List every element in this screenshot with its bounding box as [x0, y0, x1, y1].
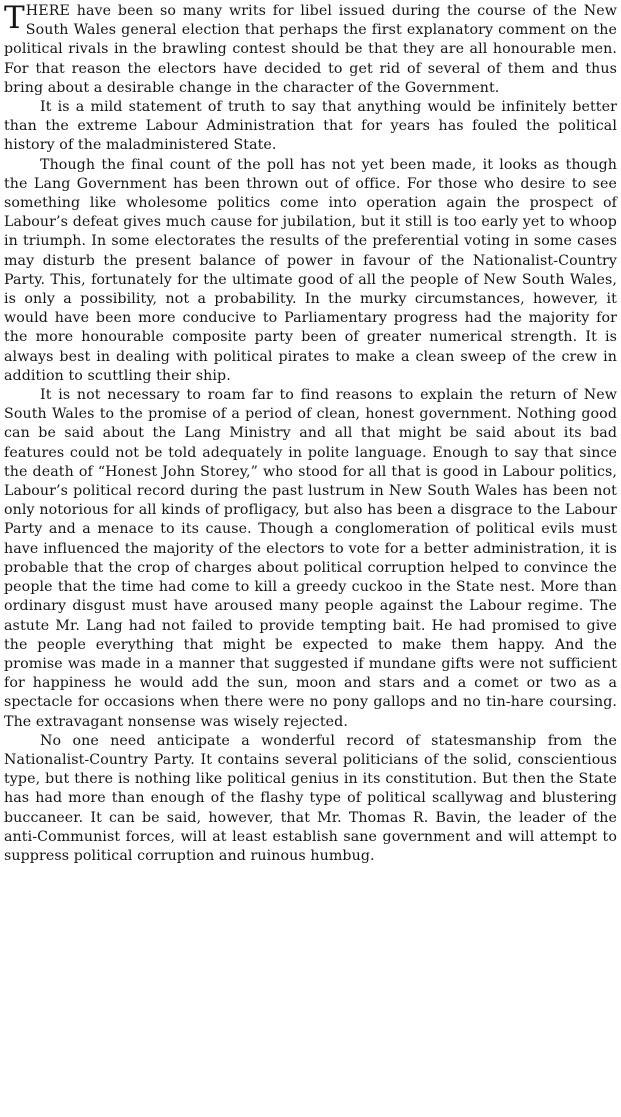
lead-word: HERE: [25, 3, 70, 19]
article-paragraph-2: [4, 98, 617, 156]
article-paragraph-1: [4, 2, 617, 98]
drop-cap: T: [4, 0, 25, 36]
paragraph-text: It is not necessary to roam far to find reasons to explain the return of New South Wales to the promise of a period of clean, honest government. Nothing good can be said about the Lang Ministry and all that might be said about its bad features could not be told adequately in polite language. Enough to say that since the death of “Honest John Storey,” who stood for all that is good in Labour politics, Labour’s political record during the past lustrum in New South Wales has been not only notorious for all kinds of profligacy, but also has been a disgrace to the Labour Party and a menace to its cause. Though a conglomeration of political evils must have influenced the majority of the electors to vote for a better administration, it is probable that the crop of charges about political corruption helped to convince the people that the time had come to kill a greedy cuckoo in the State nest. More than ordinary disgust must have aroused many people against the Labour regime. The astute Mr. Lang had not failed to provide tempting bait. He had promised to give the people everything that might be expected to make them happy. And the promise was made in a manner that suggested if mundane gifts were not sufficient for happiness he would add the sun, moon and stars and a comet or two as a spectacle for occasions when there were no pony gallops and no tin-hare coursing. The extravagant nonsense was wisely rejected.: [4, 387, 617, 730]
paragraph-text: Though the final count of the poll has not yet been made, it looks as though the Lang Government has been thrown out of office. For those who desire to see something like wholesome politics come into operation again the prospect of Labour’s defeat gives much cause for jubilation, but it still is too early yet to whoop in triumph. In some electorates the results of the preferential voting in some cases may disturb the present balance of power in favour of the Nationalist-Country Party. This, fortunately for the ultimate good of all the people of New South Wales, is only a possibility, not a probability. In the murky circumstances, however, it would have been more conducive to Parliamentary progress had the majority for the more honourable composite party been of greater numerical strength. It is always best in dealing with political pirates to make a clean sweep of the crew in addition to scuttling their ship.: [4, 156, 617, 384]
article-paragraph-5: [4, 732, 617, 866]
paragraph-text: No one need anticipate a wonderful record of statesmanship from the Nationalist-Country Party. It contains several politicians of the solid, conscientious type, but there is nothing like political genius in its constitution. But then the State has had more than enough of the flashy type of political scallywag and blustering buccaneer. It can be said, however, that Mr. Thomas R. Bavin, the leader of the anti-Communist forces, will at least establish sane government and will attempt to suppress political corruption and ruinous humbug.: [4, 732, 617, 864]
article-paragraph-3: [4, 156, 617, 386]
paragraph-text: have been so many writs for libel issued during the course of the New South Wales general election that perhaps the first explanatory comment on the political rivals in the brawling contest should be that they are all honourable men. For that reason the electors have decided to get rid of several of them and thus bring about a desirable change in the character of the Government.: [4, 3, 617, 96]
article-paragraph-4: [4, 386, 617, 732]
paragraph-text: It is a mild statement of truth to say that anything would be infinitely better than the extreme Labour Administration that for years has fouled the political history of the maladministered State.: [4, 99, 617, 154]
